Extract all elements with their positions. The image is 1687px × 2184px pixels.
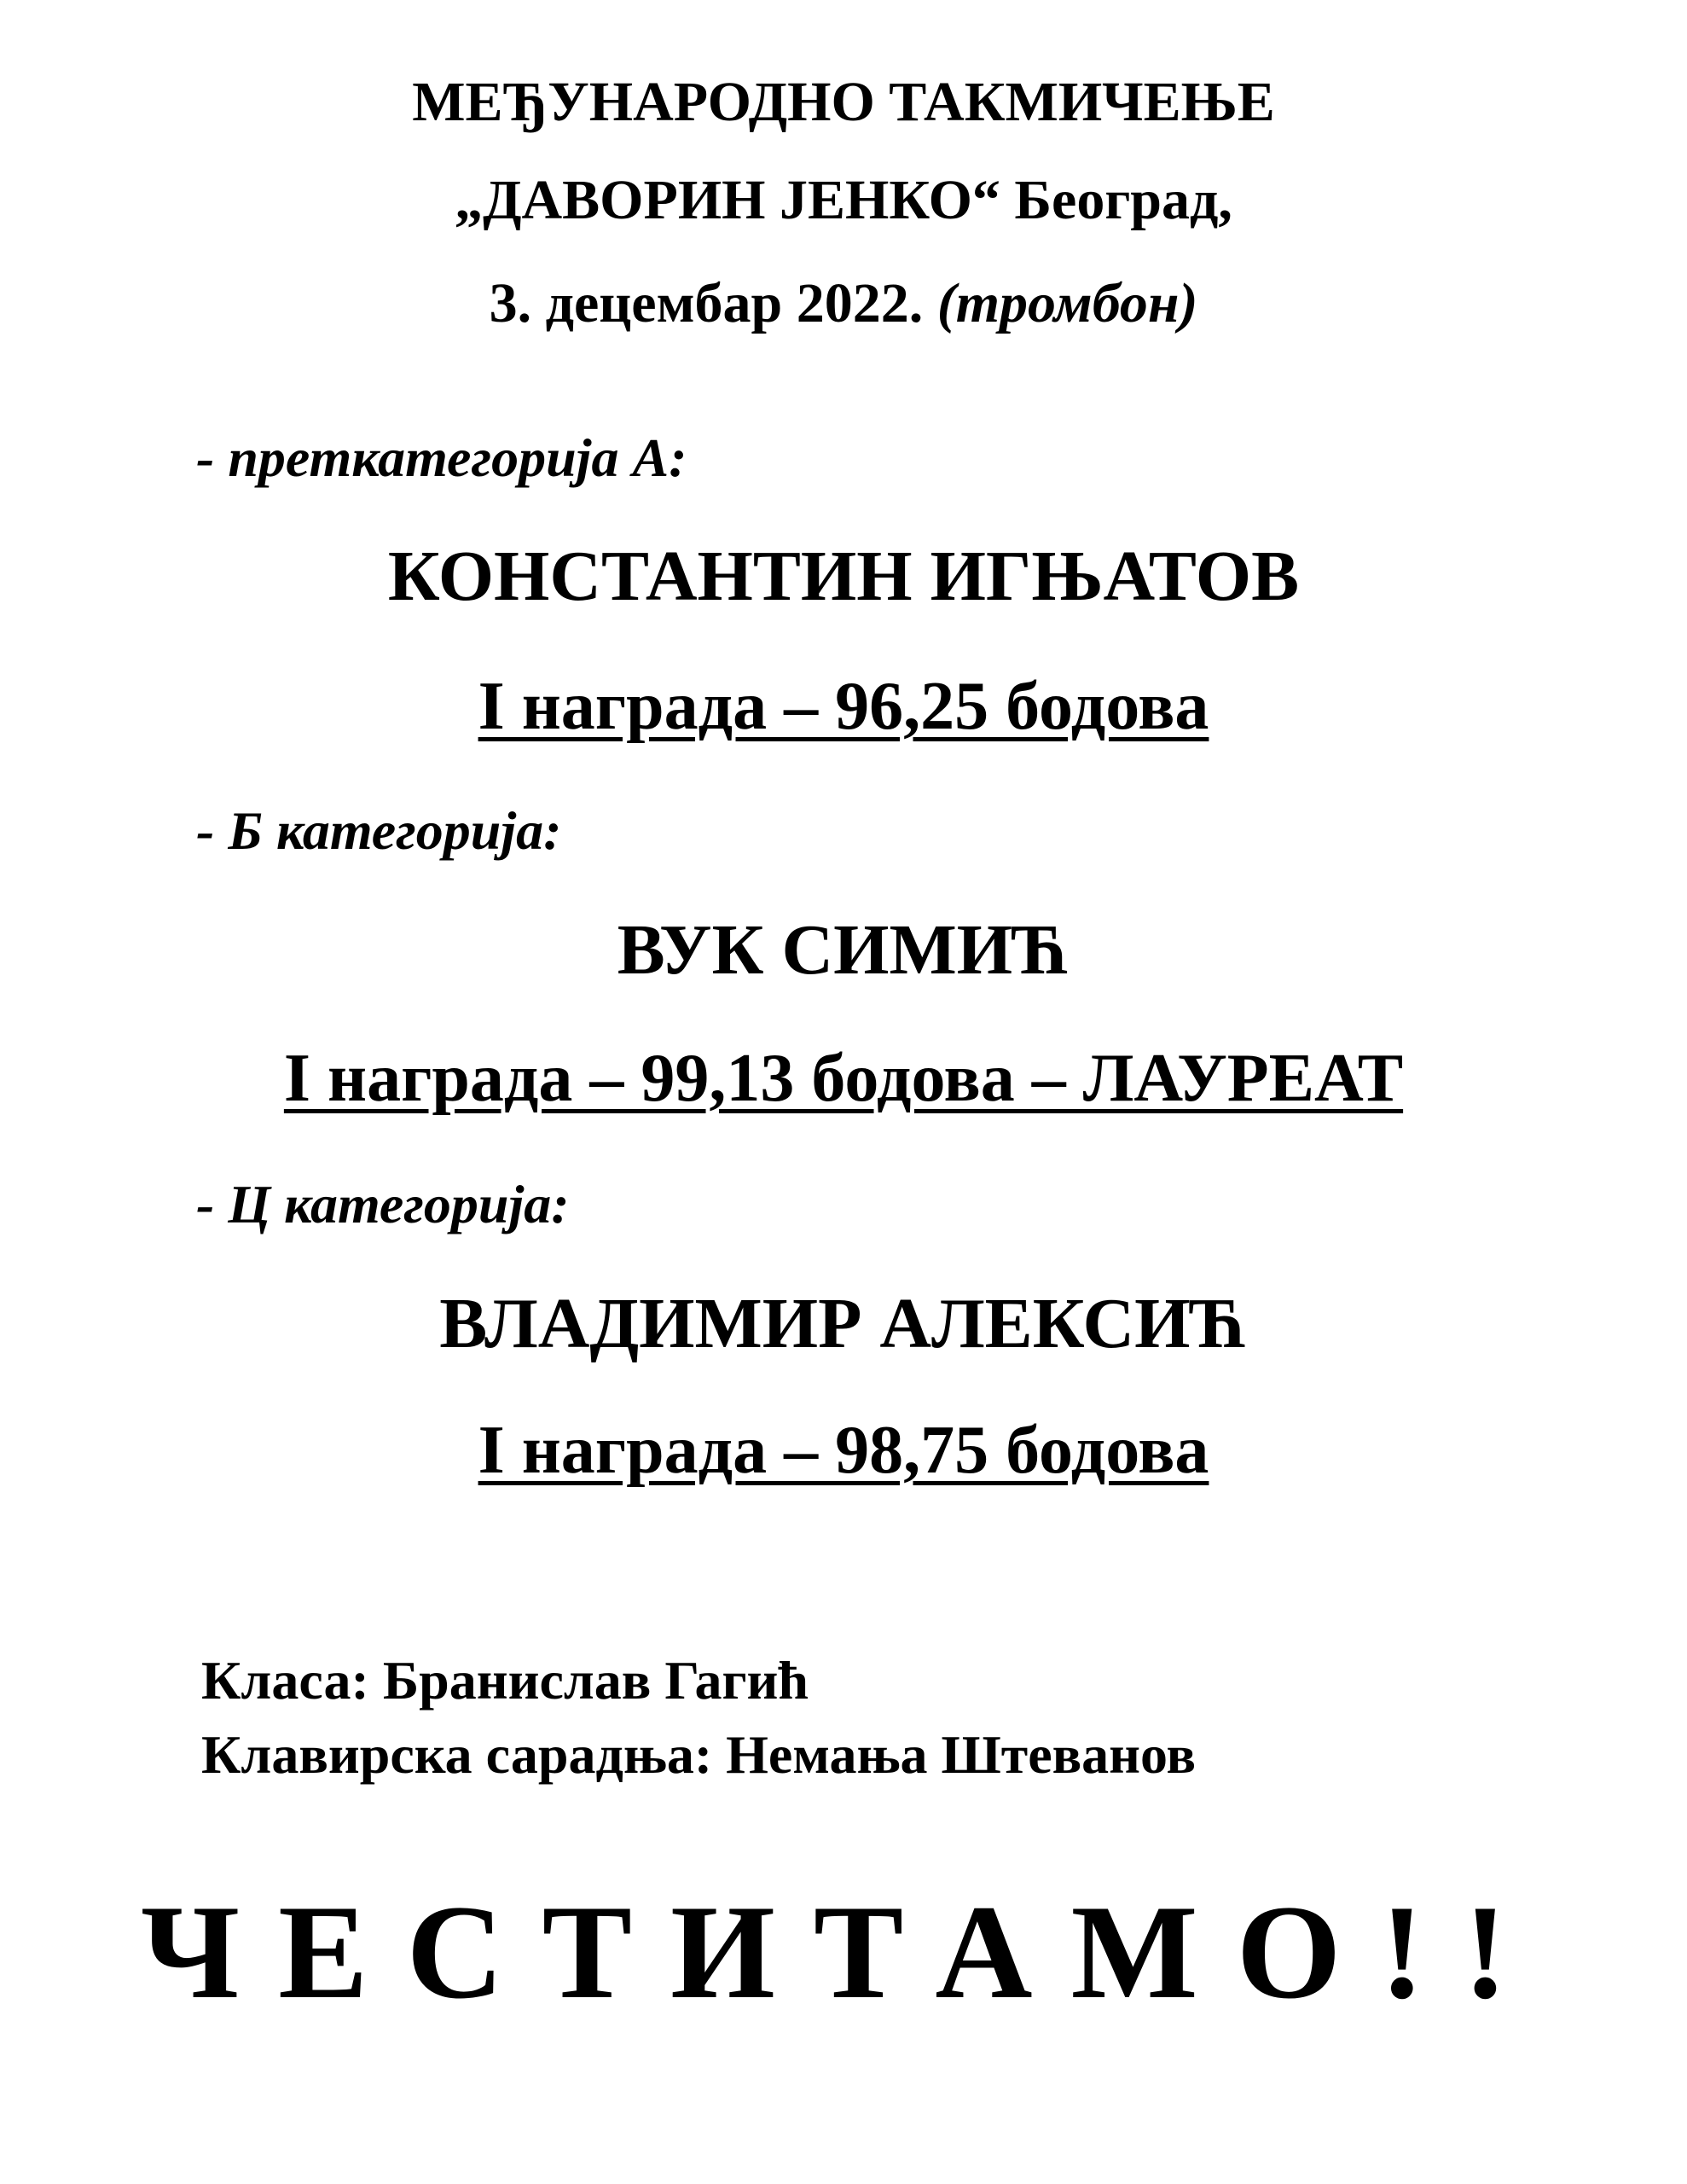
competition-instrument: (тромбон) (936, 272, 1198, 334)
category-label: - Ц категорија: (196, 1174, 570, 1234)
competition-date-line (0, 272, 1687, 334)
piano-accompanist: Клавирска сарадња: Немања Штеванов (201, 1724, 1196, 1785)
competition-date: 3. децембар 2022. (489, 272, 924, 334)
congratulations-banner: ЧЕСТИТАМО!! (141, 1878, 1546, 2027)
award-result: I награда – 96,25 бодова (478, 669, 1209, 744)
competition-name: „ДАВОРИН ЈЕНКО“ Београд, (455, 169, 1232, 231)
participant-name: ВЛАДИМИР АЛЕКСИЋ (439, 1284, 1248, 1363)
award-result: I награда – 98,75 бодова (478, 1413, 1209, 1488)
award-result: I награда – 99,13 бодова – ЛАУРЕАТ (283, 1041, 1404, 1116)
participant-name: КОНСТАНТИН ИГЊАТОВ (387, 537, 1300, 616)
category-label: - преткатегорија А: (196, 427, 687, 488)
category-label: - Б категорија: (196, 800, 562, 861)
teacher-class: Класа: Бранислав Гагић (201, 1650, 809, 1711)
participant-name: ВУК СИМИЋ (617, 910, 1070, 990)
competition-title: МЕЂУНАРОДНО ТАКМИЧЕЊЕ (412, 71, 1275, 133)
